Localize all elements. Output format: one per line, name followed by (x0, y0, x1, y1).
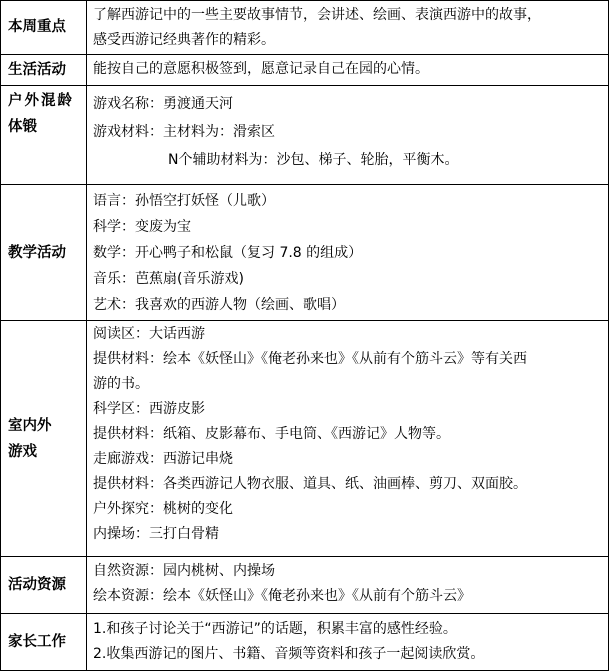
life-text: 能按自己的意愿积极签到，愿意记录自己在园的心情。 (93, 61, 429, 78)
indoor-science-materials: 提供材料：纸箱、皮影幕布、手电筒、《西游记》人物等。 (93, 426, 450, 443)
label-indoor-outdoor-games (1, 321, 87, 557)
label-outdoor-exercise (1, 86, 87, 185)
row-parent-work (1, 614, 609, 671)
indoor-reading-materials-2: 游的书。 (93, 376, 149, 393)
content-activity-resources (87, 557, 609, 614)
row-teaching-activity (1, 185, 609, 321)
inner-playground: 内操场：三打白骨精 (93, 526, 219, 543)
indoor-reading-area: 阅读区：大话西游 (93, 326, 205, 343)
row-outdoor-exercise (1, 86, 609, 185)
indoor-corridor-materials: 提供材料：各类西游记人物衣服、道具、纸、油画棒、剪刀、双面胶。 (93, 476, 527, 493)
content-indoor-outdoor-games (87, 321, 609, 557)
outdoor-aux-materials: N个辅助材料为：沙包、梯子、轮胎，平衡木。 (168, 152, 459, 169)
label-activity-resources: 活动资源 (1, 557, 87, 614)
label-indoor-line-1: 室内外 (8, 417, 52, 434)
resources-books: 绘本资源：绘本《妖怪山》《俺老孙来也》《从前有个筋斗云》 (93, 588, 471, 605)
outdoor-game-name: 游戏名称：勇渡通天河 (93, 96, 233, 113)
content-outdoor-exercise (87, 86, 609, 185)
label-weekly-focus: 本周重点 (1, 1, 87, 55)
row-indoor-outdoor-games (1, 321, 609, 557)
content-weekly-focus (87, 1, 609, 55)
row-life-activity (1, 54, 609, 85)
outdoor-game-materials: 游戏材料：主材料为：滑索区 (93, 124, 275, 141)
label-indoor-line-2: 游戏 (8, 443, 37, 460)
row-activity-resources (1, 557, 609, 614)
parent-item-2: 2.收集西游记的图片、书籍、音频等资料和孩子一起阅读欣赏。 (93, 646, 485, 663)
indoor-reading-materials-1: 提供材料：绘本《妖怪山》《俺老孙来也》《从前有个筋斗云》等有关西 (93, 351, 527, 368)
outdoor-exploration: 户外探究：桃树的变化 (93, 501, 233, 518)
content-teaching-activity (87, 185, 609, 321)
parent-item-1: 1.和孩子讨论关于“西游记”的话题，积累丰富的感性经验。 (93, 621, 457, 638)
indoor-corridor-game: 走廊游戏：西游记串烧 (93, 451, 233, 468)
row-weekly-focus (1, 1, 609, 55)
content-parent-work (87, 614, 609, 671)
teaching-item: 音乐：芭蕉扇(音乐游戏) (93, 271, 244, 288)
indoor-science-area: 科学区：西游皮影 (93, 401, 205, 418)
content-life-activity (87, 54, 609, 85)
focus-line-2: 感受西游记经典著作的精彩。 (93, 32, 275, 48)
label-parent-work: 家长工作 (1, 614, 87, 671)
label-outdoor-line-2: 体锻 (8, 119, 37, 136)
label-outdoor-line-1: 户外混龄 (8, 93, 74, 110)
label-life-activity: 生活活动 (1, 54, 87, 85)
teaching-item: 科学：变废为宝 (93, 219, 191, 236)
teaching-item: 数学：开心鸭子和松鼠（复习 7.8 的组成） (93, 245, 363, 262)
focus-line-1: 了解西游记中的一些主要故事情节，会讲述、绘画、表演西游中的故事， (93, 7, 541, 23)
teaching-item: 艺术：我喜欢的西游人物（绘画、歌唱） (93, 297, 345, 314)
teaching-item: 语言：孙悟空打妖怪（儿歌） (93, 193, 275, 210)
label-teaching-activity: 教学活动 (1, 185, 87, 321)
resources-nature: 自然资源：园内桃树、内操场 (93, 563, 275, 580)
